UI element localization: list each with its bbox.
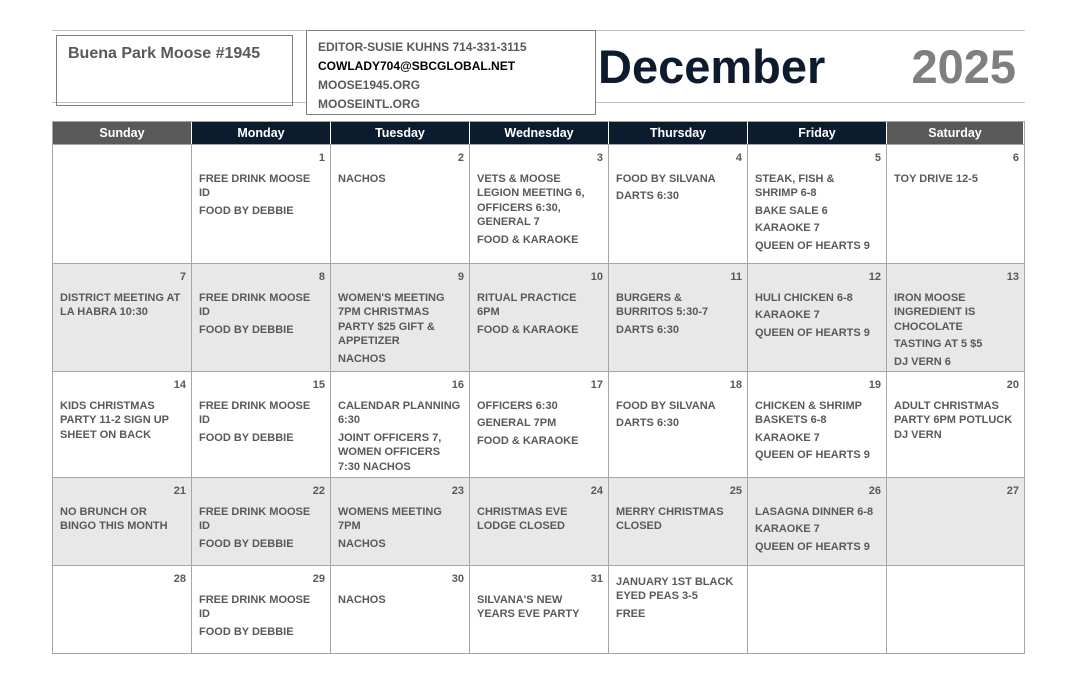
- day-number: 8: [318, 271, 325, 283]
- day-number: 13: [1006, 271, 1019, 283]
- day-cell: [748, 565, 887, 653]
- event-item: FOOD BY DEBBIE: [199, 204, 294, 217]
- event-item: JOINT OFFICERS 7, WOMEN OFFICERS 7:30 NACHOS: [338, 431, 442, 473]
- day-cell: [331, 144, 470, 263]
- day-cell: [470, 263, 609, 371]
- day-cell: [53, 477, 192, 565]
- day-cell: [609, 263, 748, 371]
- event-item: DJ VERN 6: [894, 355, 951, 368]
- event-item: FOOD BY DEBBIE: [199, 431, 294, 444]
- day-number: 1: [318, 152, 325, 164]
- event-item: QUEEN OF HEARTS 9: [755, 239, 870, 252]
- editor-email: COWLADY704@SBCGLOBAL.NET: [318, 59, 516, 73]
- website-link-1: MOOSE1945.ORG: [318, 78, 421, 92]
- day-header-tuesday: Tuesday: [331, 122, 470, 144]
- day-number: 28: [173, 573, 186, 585]
- day-cell: [192, 477, 331, 565]
- event-item: NACHOS: [338, 537, 386, 550]
- event-item: FOOD BY DEBBIE: [199, 625, 294, 638]
- day-number: 27: [1006, 485, 1019, 497]
- day-number: 4: [735, 152, 742, 164]
- event-item: CHICKEN & SHRIMP BASKETS 6-8: [755, 400, 862, 427]
- website-link-2: MOOSEINTL.ORG: [318, 97, 420, 111]
- day-number: 19: [868, 379, 881, 391]
- editor-contact: EDITOR-SUSIE KUHNS 714-331-3115: [318, 40, 527, 54]
- event-item: CHRISTMAS EVE LODGE CLOSED: [477, 506, 568, 533]
- day-number: 17: [590, 379, 603, 391]
- day-number: 30: [451, 573, 464, 585]
- event-item: KIDS CHRISTMAS PARTY 11-2 SIGN UP SHEET ON BACK: [60, 400, 169, 441]
- event-item: QUEEN OF HEARTS 9: [755, 326, 870, 339]
- day-cell: [192, 263, 331, 371]
- editor-info-box: [306, 30, 596, 115]
- day-number: 24: [590, 485, 603, 497]
- day-cell: [887, 263, 1024, 371]
- day-number: 15: [312, 379, 325, 391]
- event-item: KARAOKE 7: [755, 222, 820, 235]
- event-item: GENERAL 7PM: [477, 417, 557, 430]
- day-header-saturday: Saturday: [887, 122, 1024, 144]
- event-item: WOMEN'S MEETING 7PM CHRISTMAS PARTY $25 GIFT & APPETIZER: [338, 292, 445, 348]
- day-number: 10: [590, 271, 603, 283]
- event-item: FREE DRINK MOOSE ID: [199, 400, 311, 427]
- event-item: SILVANA'S NEW YEARS EVE PARTY: [477, 594, 580, 621]
- year-title: 2025: [911, 40, 1016, 93]
- day-number: 22: [312, 485, 325, 497]
- day-cell: [748, 144, 887, 263]
- day-cell: [192, 565, 331, 653]
- event-item: IRON MOOSE INGREDIENT IS CHOCOLATE: [894, 292, 976, 333]
- event-item: JANUARY 1ST BLACK EYED PEAS 3-5: [616, 576, 734, 603]
- event-item: NACHOS: [338, 173, 386, 185]
- event-item: QUEEN OF HEARTS 9: [755, 449, 870, 462]
- day-number: 6: [1012, 152, 1019, 164]
- event-item: LASAGNA DINNER 6-8: [755, 506, 874, 518]
- day-number: 29: [312, 573, 325, 585]
- event-item: DARTS 6:30: [616, 323, 679, 336]
- day-number: 26: [868, 485, 881, 497]
- day-number: 31: [590, 573, 603, 585]
- event-item: FREE: [616, 607, 646, 620]
- org-name-box: [56, 35, 293, 106]
- day-header-wednesday: Wednesday: [470, 122, 609, 144]
- day-cell: [53, 371, 192, 477]
- day-cell: [192, 144, 331, 263]
- day-header-monday: Monday: [192, 122, 331, 144]
- day-number: 20: [1006, 379, 1019, 391]
- day-number: 14: [173, 379, 186, 391]
- day-number: 18: [729, 379, 742, 391]
- day-number: 21: [173, 485, 186, 497]
- event-item: TOY DRIVE 12-5: [894, 173, 978, 185]
- event-item: BAKE SALE 6: [755, 204, 828, 217]
- day-number: 5: [874, 152, 881, 164]
- event-item: FREE DRINK MOOSE ID: [199, 506, 311, 533]
- day-number: 11: [730, 271, 742, 283]
- day-cell: [748, 263, 887, 371]
- day-cell: [331, 477, 470, 565]
- day-cell: [887, 477, 1024, 565]
- event-item: NACHOS: [338, 594, 386, 606]
- event-item: RITUAL PRACTICE 6PM: [477, 292, 577, 319]
- day-number: 3: [596, 152, 603, 164]
- event-item: OFFICERS 6:30: [477, 400, 558, 412]
- event-item: KARAOKE 7: [755, 309, 820, 322]
- event-item: DISTRICT MEETING AT LA HABRA 10:30: [60, 292, 181, 319]
- event-item: ADULT CHRISTMAS PARTY 6PM POTLUCK DJ VERN: [894, 400, 1013, 441]
- event-item: KARAOKE 7: [755, 523, 820, 536]
- day-cell: [331, 565, 470, 653]
- org-name: Buena Park Moose #1945: [68, 45, 261, 62]
- event-item: FOOD BY DEBBIE: [199, 537, 294, 550]
- event-item: NACHOS: [338, 352, 386, 365]
- event-item: DARTS 6:30: [616, 190, 679, 203]
- day-cell: [470, 477, 609, 565]
- day-cell: [331, 263, 470, 371]
- event-item: NO BRUNCH OR BINGO THIS MONTH: [60, 506, 168, 533]
- day-cell: [609, 371, 748, 477]
- event-item: CALENDAR PLANNING 6:30: [338, 400, 461, 427]
- day-number: 16: [451, 379, 464, 391]
- day-cell: [609, 565, 748, 653]
- event-item: MERRY CHRISTMAS CLOSED: [616, 506, 724, 533]
- day-cell: [887, 144, 1024, 263]
- day-cell: [192, 371, 331, 477]
- day-number: 2: [457, 152, 464, 164]
- day-header-thursday: Thursday: [609, 122, 748, 144]
- day-number: 12: [868, 271, 881, 283]
- event-item: FREE DRINK MOOSE ID: [199, 292, 311, 319]
- calendar-grid: [52, 121, 1025, 654]
- day-cell: [53, 144, 192, 263]
- event-item: FREE DRINK MOOSE ID: [199, 173, 311, 200]
- event-item: FOOD BY SILVANA: [616, 173, 716, 185]
- event-item: TASTING AT 5 $5: [894, 338, 983, 351]
- event-item: HULI CHICKEN 6-8: [755, 292, 853, 304]
- event-item: QUEEN OF HEARTS 9: [755, 540, 870, 553]
- day-cell: [53, 565, 192, 653]
- day-cell: [470, 144, 609, 263]
- event-item: BURGERS & BURRITOS 5:30-7: [616, 292, 709, 319]
- event-item: FOOD BY DEBBIE: [199, 323, 294, 336]
- day-number: 7: [179, 271, 186, 283]
- day-header-sunday: Sunday: [53, 122, 192, 144]
- event-item: STEAK, FISH & SHRIMP 6-8: [755, 173, 835, 200]
- day-cell: [53, 263, 192, 371]
- event-item: WOMENS MEETING 7PM: [338, 506, 442, 533]
- day-cell: [887, 565, 1024, 653]
- day-cell: [331, 371, 470, 477]
- day-number: 9: [457, 271, 464, 283]
- day-cell: [609, 477, 748, 565]
- event-item: FOOD & KARAOKE: [477, 323, 579, 336]
- day-number: 23: [451, 485, 464, 497]
- event-item: FOOD & KARAOKE: [477, 434, 579, 447]
- day-cell: [748, 371, 887, 477]
- event-item: FOOD & KARAOKE: [477, 233, 579, 246]
- day-cell: [887, 371, 1024, 477]
- event-item: DARTS 6:30: [616, 417, 679, 430]
- event-item: KARAOKE 7: [755, 431, 820, 444]
- event-item: VETS & MOOSE LEGION MEETING 6, OFFICERS 6:30, GENERAL 7: [477, 173, 585, 229]
- day-header-friday: Friday: [748, 122, 887, 144]
- day-cell: [470, 565, 609, 653]
- day-cell: [609, 144, 748, 263]
- day-number: 25: [729, 485, 742, 497]
- day-cell: [470, 371, 609, 477]
- event-item: FOOD BY SILVANA: [616, 400, 716, 412]
- month-title: December: [598, 40, 826, 93]
- day-cell: [748, 477, 887, 565]
- event-item: FREE DRINK MOOSE ID: [199, 594, 311, 621]
